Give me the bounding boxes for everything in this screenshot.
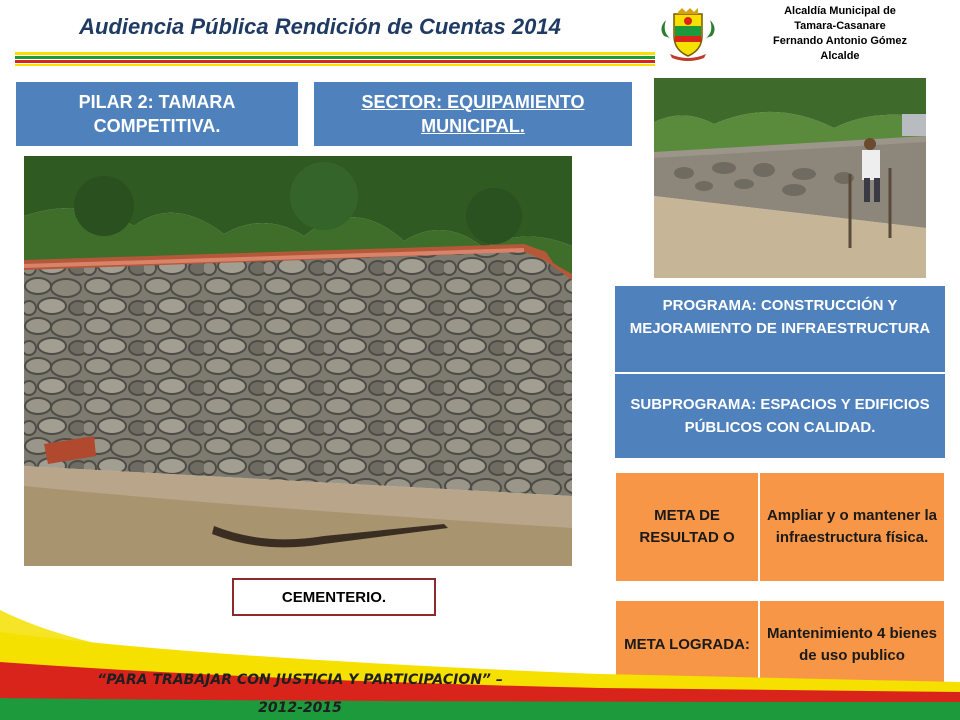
stone-wall-photo — [24, 156, 572, 566]
meta-resultado-row — [615, 472, 945, 582]
coat-of-arms-icon — [656, 6, 720, 62]
organization-info — [725, 4, 955, 64]
header-stripe-yellow-2 — [15, 64, 655, 66]
org-line-2: Tamara-Casanare — [794, 20, 886, 32]
footer-slogan — [0, 666, 600, 720]
header-stripe-yellow — [15, 52, 655, 55]
org-line-4: Alcalde — [820, 50, 860, 62]
slogan-line-2: 2012-2015 — [258, 700, 342, 716]
meta-lograda-label: META LOGRADA: — [616, 601, 760, 689]
slogan-line-1: “PARA TRABAJAR CON JUSTICIA Y PARTICIPACION” – — [97, 672, 503, 688]
photo-caption: CEMENTERIO. — [232, 578, 436, 616]
meta-resultado-label: META DE RESULTAD O — [616, 473, 760, 581]
header-stripe-green — [15, 56, 655, 59]
page-title: Audiencia Pública Rendición de Cuentas 2014 — [79, 14, 561, 39]
meta-lograda-value: Mantenimiento 4 bienes de uso publico — [766, 625, 938, 664]
subprograma-box: SUBPROGRAMA: ESPACIOS Y EDIFICIOS PÚBLICOS CON CALIDAD. — [615, 374, 945, 458]
programa-box: PROGRAMA: CONSTRUCCIÓN Y MEJORAMIENTO DE INFRAESTRUCTURA — [615, 286, 945, 372]
pilar-box: PILAR 2: TAMARA COMPETITIVA. — [16, 82, 298, 146]
org-line-1: Alcaldía Municipal de — [784, 5, 896, 17]
wall-construction-photo — [654, 78, 926, 278]
sector-box: SECTOR: EQUIPAMIENTO MUNICIPAL. — [314, 82, 632, 146]
org-line-3: Fernando Antonio Gómez — [772, 35, 908, 47]
header-stripe-red — [15, 60, 655, 63]
meta-resultado-value: Ampliar y o mantener la infraestructura física. — [766, 507, 938, 546]
